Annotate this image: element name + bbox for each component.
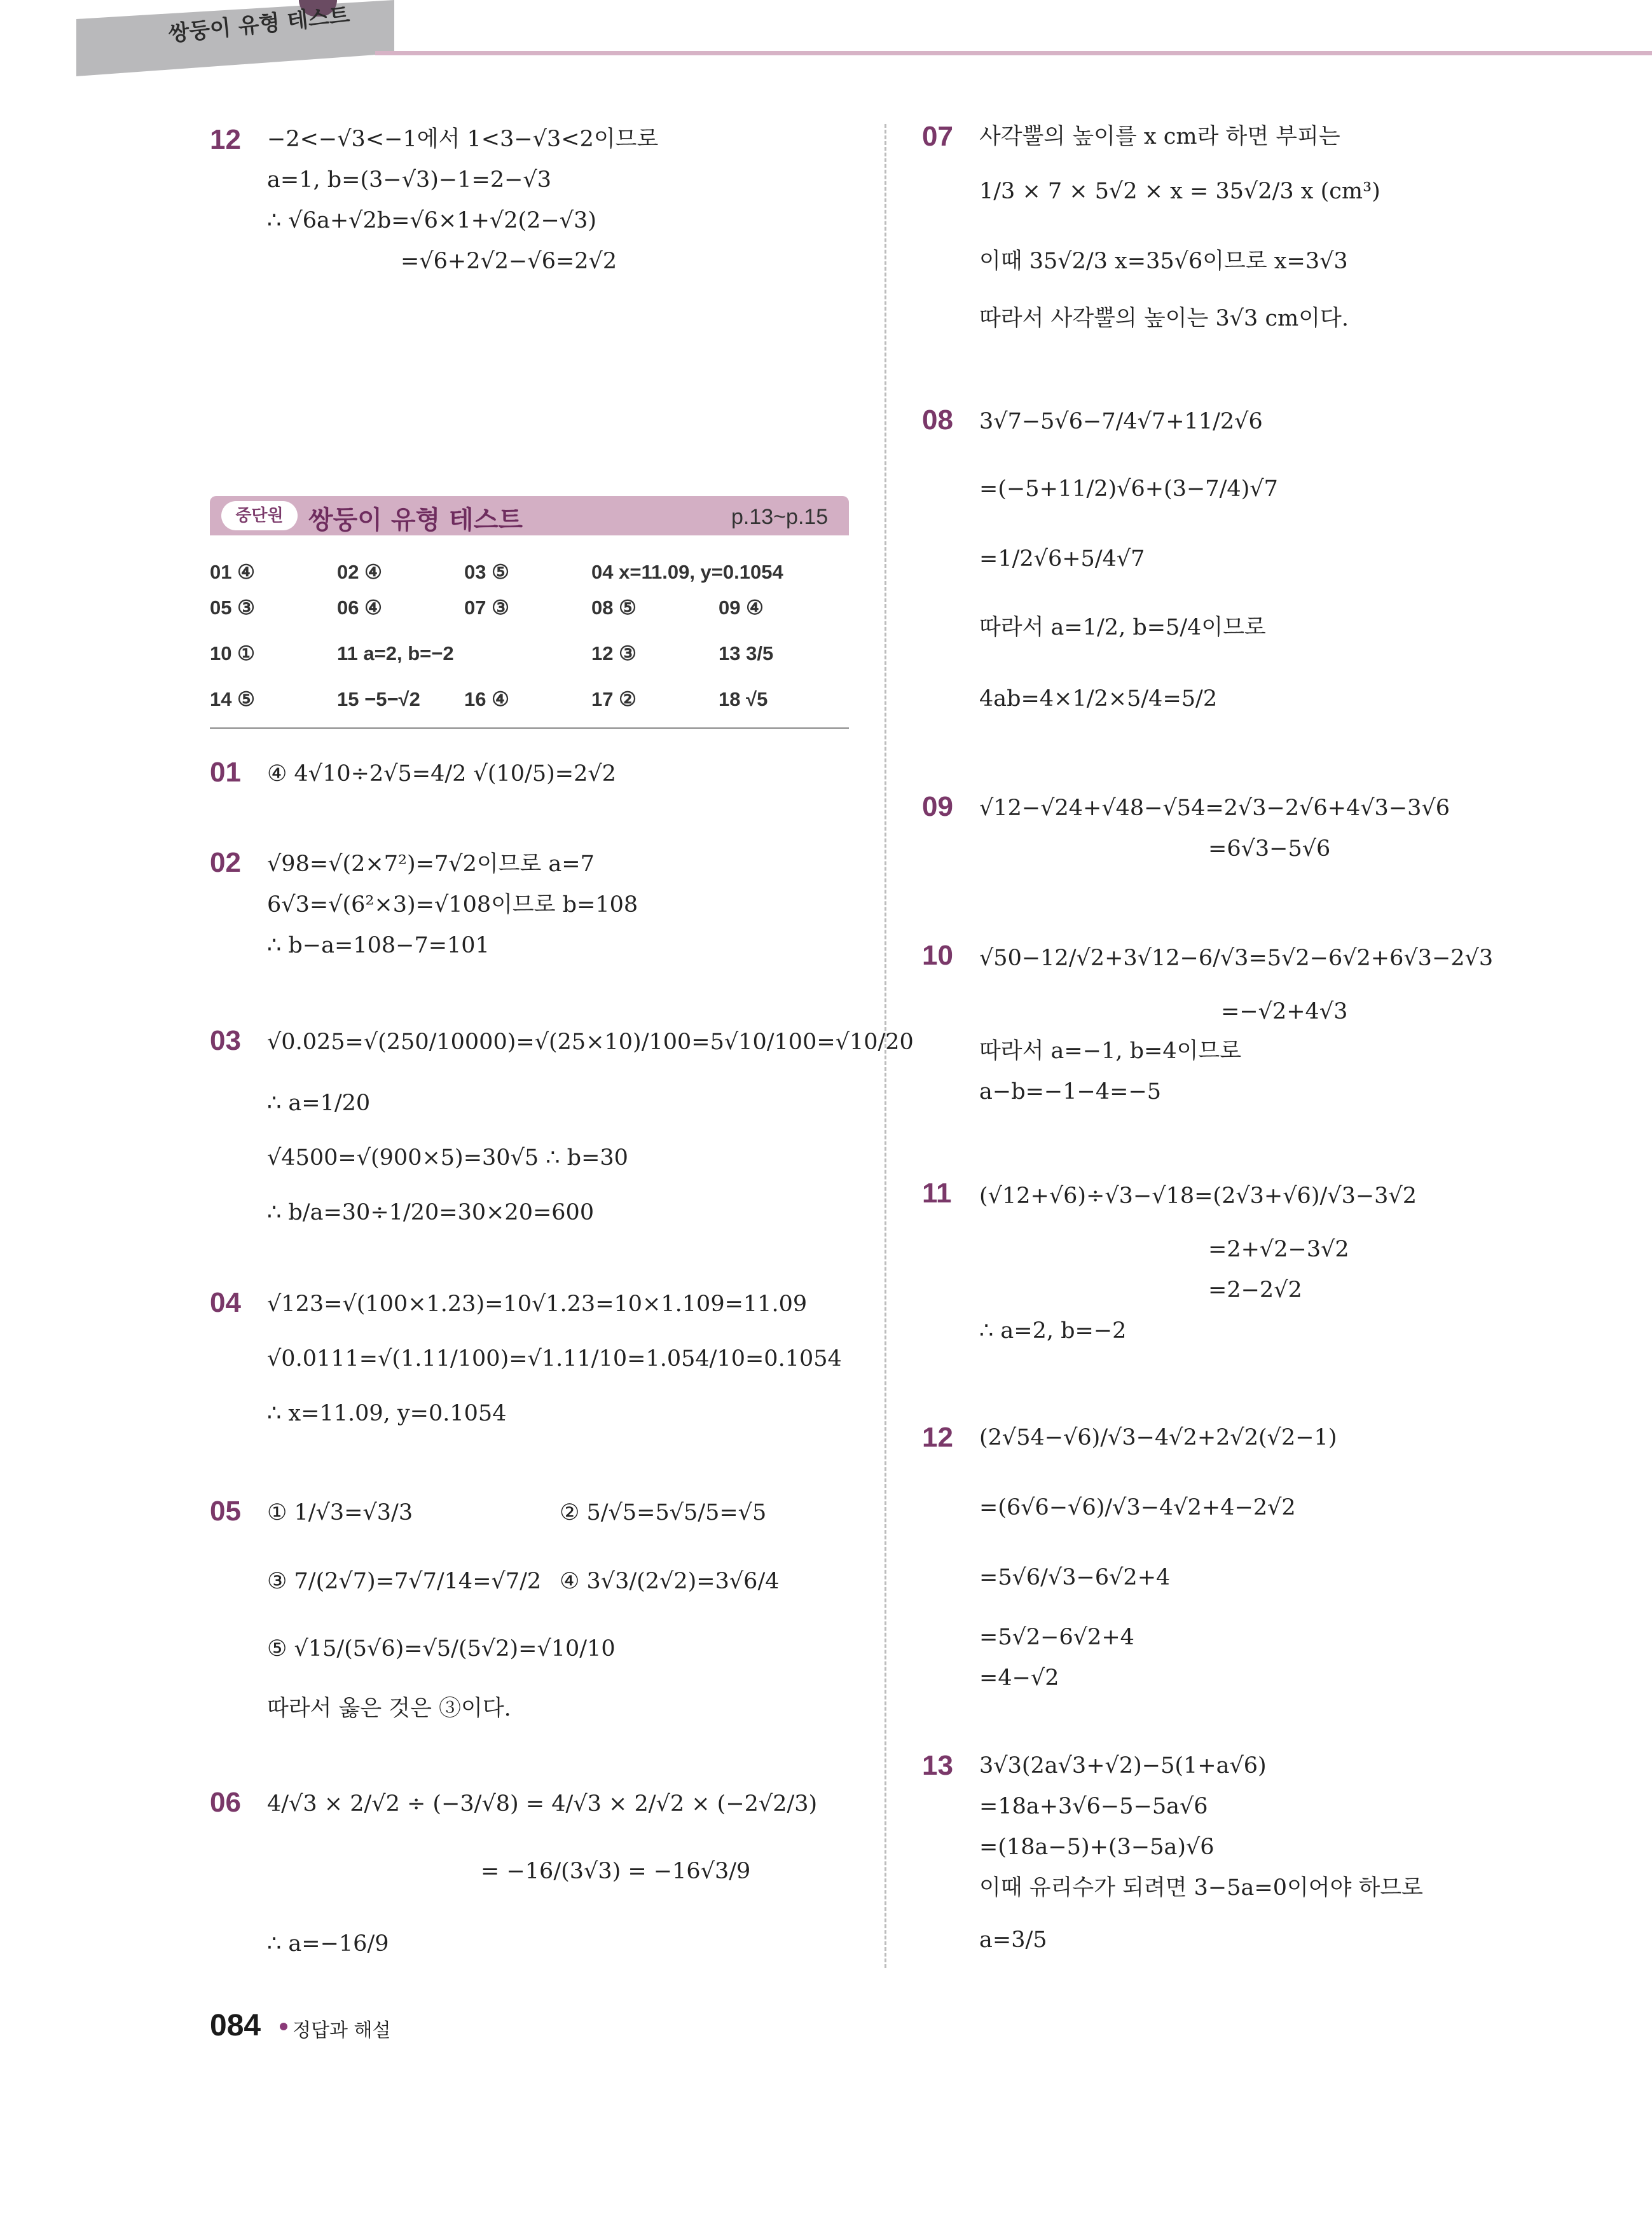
solution-line: =(6√6−√6)/√3−4√2+4−2√2 (979, 1495, 1296, 1520)
solution-line: √0.025=√(250/10000)=√(25×10)/100=5√10/100=√10/20 (267, 1029, 914, 1055)
answer-item: 16 ④ (464, 688, 509, 710)
answer-item: 15 −5−√2 (337, 688, 420, 710)
solution-line: 3√7−5√6−7/4√7+11/2√6 (979, 409, 1263, 434)
prev-problem-number: 12 (210, 124, 241, 155)
prev-line-2: a=1, b=(3−√3)−1=2−√3 (267, 167, 552, 193)
solution-number: 02 (210, 847, 241, 878)
solution-line: ∴ b−a=108−7=101 (267, 933, 490, 958)
answer-item: 18 √5 (719, 688, 768, 710)
solution-line: 1/3 × 7 × 5√2 × x = 35√2/3 x (cm³) (979, 179, 1380, 204)
answer-item: 17 ② (591, 688, 637, 710)
answer-item: 09 ④ (719, 596, 764, 619)
solution-line: =1/2√6+5/4√7 (979, 546, 1145, 572)
answers-divider (210, 727, 849, 729)
solution-line: = −16/(3√3) = −16√3/9 (481, 1859, 751, 1884)
footer-label: 정답과 해설 (293, 2020, 391, 2042)
solution-number: 04 (210, 1287, 241, 1318)
answer-item: 07 ③ (464, 596, 509, 619)
answer-item: 11 a=2, b=−2 (337, 642, 454, 664)
solution-line: √4500=√(900×5)=30√5 ∴ b=30 (267, 1145, 628, 1171)
solution-line: ⑤ √15/(5√6)=√5/(5√2)=√10/10 (267, 1636, 616, 1662)
answer-item: 01 ④ (210, 561, 255, 583)
solution-line: =2−2√2 (1208, 1277, 1302, 1303)
solution-number: 09 (922, 791, 953, 822)
solution-line: 4/√3 × 2/√2 ÷ (−3/√8) = 4/√3 × 2/√2 × (−2√2/3) (267, 1791, 818, 1817)
section-pages: p.13~p.15 (731, 505, 829, 529)
solution-line: =4−√2 (979, 1665, 1059, 1691)
solution-line: ④ 4√10÷2√5=4/2 √(10/5)=2√2 (267, 761, 616, 787)
solution-line: (2√54−√6)/√3−4√2+2√2(√2−1) (979, 1425, 1337, 1450)
solution-line: a−b=−1−4=−5 (979, 1079, 1162, 1105)
answer-item: 12 ③ (591, 642, 637, 664)
solution-line: =(−5+11/2)√6+(3−7/4)√7 (979, 476, 1278, 502)
solution-number: 03 (210, 1025, 241, 1056)
solution-line: ∴ a=2, b=−2 (979, 1318, 1127, 1344)
answer-item: 02 ④ (337, 561, 382, 583)
header-tab-label: 쌍둥이 유형 테스트 (167, 3, 351, 47)
solution-line: 따라서 a=−1, b=4이므로 (979, 1038, 1242, 1064)
answer-item: 08 ⑤ (591, 596, 637, 619)
prev-line-1: −2<−√3<−1에서 1<3−√3<2이므로 (267, 127, 659, 152)
page-number: 084 (210, 2009, 261, 2042)
section-title: 쌍둥이 유형 테스트 (308, 506, 523, 535)
answer-item: 04 x=11.09, y=0.1054 (591, 561, 783, 583)
solution-line: √0.0111=√(1.11/100)=√1.11/10=1.054/10=0.1054 (267, 1346, 842, 1372)
solution-line: ∴ a=1/20 (267, 1091, 371, 1116)
solution-line: 4ab=4×1/2×5/4=5/2 (979, 686, 1218, 712)
header-rule (375, 51, 1652, 55)
solution-number: 07 (922, 121, 953, 152)
solution-line: =5√6/√3−6√2+4 (979, 1565, 1171, 1590)
solution-line: 3√3(2a√3+√2)−5(1+a√6) (979, 1753, 1267, 1779)
solution-line: ④ 3√3/(2√2)=3√6/4 (560, 1569, 780, 1594)
solution-line: ∴ x=11.09, y=0.1054 (267, 1401, 507, 1426)
solution-number: 10 (922, 940, 953, 971)
solution-line: ② 5/√5=5√5/5=√5 (560, 1500, 767, 1525)
solution-number: 05 (210, 1496, 241, 1527)
solution-line: =6√3−5√6 (1208, 836, 1331, 862)
solution-line: =−√2+4√3 (1221, 999, 1348, 1024)
solution-line: 사각뿔의 높이를 x cm라 하면 부피는 (979, 124, 1340, 149)
section-chip: 중단원 (221, 501, 298, 530)
bullet-icon (280, 2023, 287, 2030)
solution-line: 이때 35√2/3 x=35√6이므로 x=3√3 (979, 249, 1348, 274)
solution-number: 11 (922, 1178, 952, 1209)
solution-line: 따라서 a=1/2, b=5/4이므로 (979, 615, 1266, 640)
solution-number: 01 (210, 757, 241, 788)
solution-line: ∴ a=−16/9 (267, 1931, 389, 1957)
answer-item: 13 3/5 (719, 642, 774, 664)
answer-item: 10 ① (210, 642, 255, 664)
solution-line: ③ 7/(2√7)=7√7/14=√7/2 (267, 1569, 542, 1594)
solution-line: 따라서 옳은 것은 ③이다. (267, 1696, 511, 1721)
solution-number: 06 (210, 1787, 241, 1818)
solution-line: =2+√2−3√2 (1208, 1237, 1349, 1262)
solution-number: 12 (922, 1422, 953, 1453)
solution-line: √123=√(100×1.23)=10√1.23=10×1.109=11.09 (267, 1291, 808, 1317)
solution-line: ∴ b/a=30÷1/20=30×20=600 (267, 1200, 595, 1225)
answer-item: 03 ⑤ (464, 561, 509, 583)
solution-number: 08 (922, 404, 953, 436)
solution-line: √98=√(2×7²)=7√2이므로 a=7 (267, 851, 595, 877)
solution-line: √12−√24+√48−√54=2√3−2√6+4√3−3√6 (979, 795, 1450, 821)
solution-line: 이때 유리수가 되려면 3−5a=0이어야 하므로 (979, 1875, 1423, 1901)
answer-item: 06 ④ (337, 596, 382, 619)
solution-line: 6√3=√(6²×3)=√108이므로 b=108 (267, 892, 638, 918)
solution-line: =5√2−6√2+4 (979, 1625, 1134, 1650)
solution-line: √50−12/√2+3√12−6/√3=5√2−6√2+6√3−2√3 (979, 946, 1494, 971)
solution-number: 13 (922, 1750, 953, 1781)
answer-item: 14 ⑤ (210, 688, 255, 710)
solution-line: =(18a−5)+(3−5a)√6 (979, 1834, 1215, 1860)
prev-line-3: ∴ √6a+√2b=√6×1+√2(2−√3) (267, 208, 596, 233)
prev-line-4: =√6+2√2−√6=2√2 (401, 249, 617, 274)
solution-line: (√12+√6)÷√3−√18=(2√3+√6)/√3−3√2 (979, 1183, 1417, 1209)
solution-line: ① 1/√3=√3/3 (267, 1500, 413, 1525)
solution-line: a=3/5 (979, 1927, 1047, 1953)
solution-line: =18a+3√6−5−5a√6 (979, 1794, 1208, 1819)
solution-line: 따라서 사각뿔의 높이는 3√3 cm이다. (979, 306, 1349, 331)
answer-item: 05 ③ (210, 596, 255, 619)
